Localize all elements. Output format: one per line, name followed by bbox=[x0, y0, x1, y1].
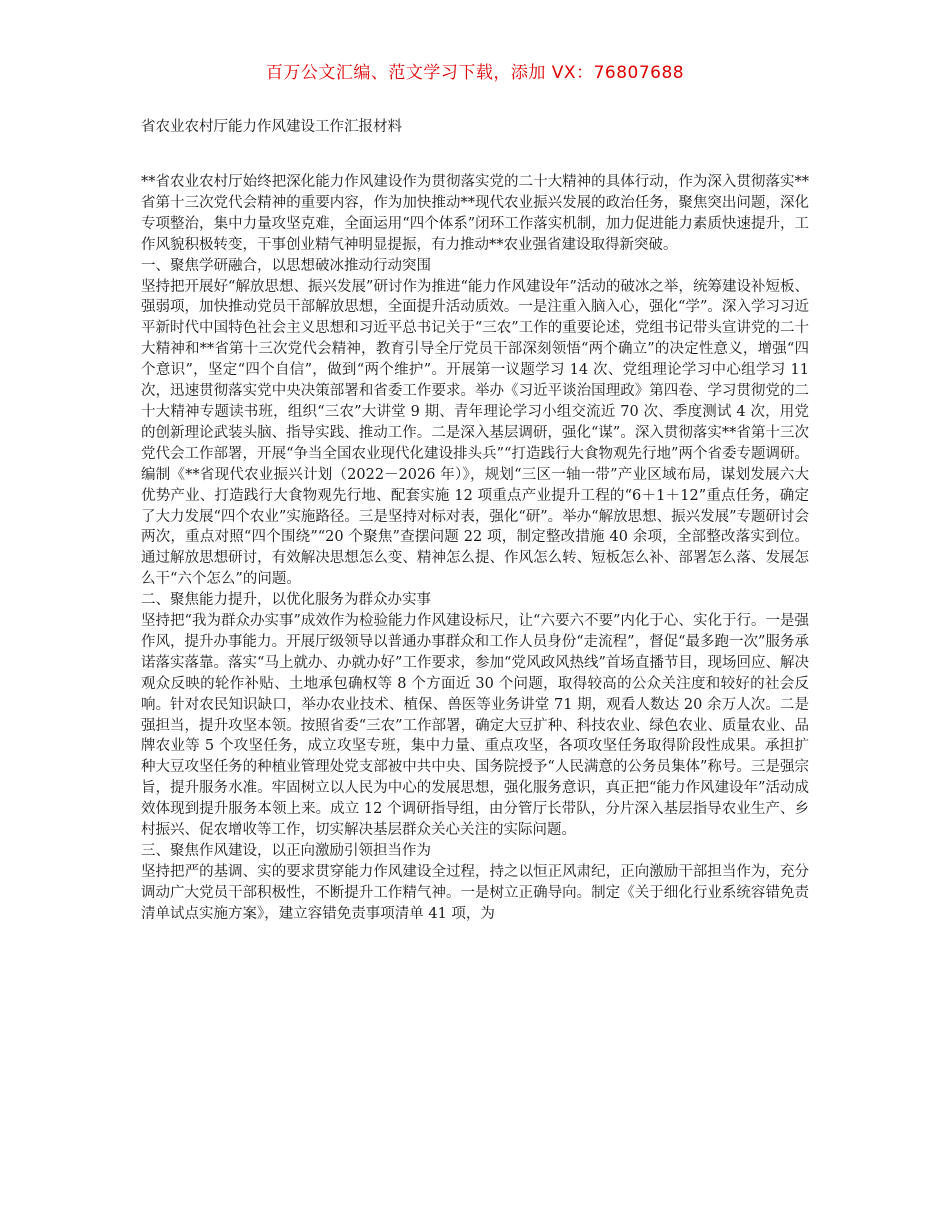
promo-banner: 百万公文汇编、范文学习下载，添加 VX：76807688 bbox=[265, 63, 685, 83]
section-heading-3: 三、聚焦作风建设，以正向激励引领担当作为 bbox=[141, 843, 431, 859]
section-paragraph-1: 坚持把开展好“解放思想、振兴发展”研讨作为推进“能力作风建设年”活动的破冰之举，统筹建设补短板、强弱项，加快推动党员干部解放思想，全面提升活动质效。一是注重入脑入心，强化“学”。深入学习习近平新时代中国特色社会主义思想和习近平总书记关于“三农”工作的重要论述，党组书记带头宣讲党的二十大精神和**省第十三次党代会精神，教育引导全厅党员干部深刻领悟“两个确立”的决定性意义，增强“四个意识”，坚定“四个自信”，做到“两个维护”。开展第一议题学习 14 次、党组理论学习中心组学习 11 次，迅速贯彻落实党中央决策部署和省委工作要求。举办《习近平谈治国理政》第四卷、学习贯彻党的二十大精神专题读书班，组织“三农”大讲堂 9 期、青年理论学习小组交流近 70 次、季度测试 4 次，用党的创新理论武装头脑、指导实践、推动工作。二是深入基层调研，强化“谋”。深入贯彻落实**省第十三次党代会工作部署，开展“争当全国农业现代化建设排头兵”“打造践行大食物观先行地”两个省委专题调研。编制《**省现代农业振兴计划（2022－2026 年）》，规划“三区一轴一带”产业区域布局，谋划发展六大优势产业、打造践行大食物观先行地、配套实施 12 项重点产业提升工程的“6＋1＋12”重点任务，确定了大力发展“四个农业”实施路径。三是坚持对标对表，强化“研”。举办“解放思想、振兴发展”专题研讨会两次，重点对照“四个围绕”“20 个聚焦”查摆问题 22 项，制定整改措施 40 余项，全部整改落实到位。通过解放思想研讨，有效解决思想怎么变、精神怎么提、作风怎么转、短板怎么补、部署怎么落、发展怎么干“六个怎么”的问题。 bbox=[141, 278, 809, 588]
document-body bbox=[141, 172, 809, 925]
section-paragraph-2: 坚持把“我为群众办实事”成效作为检验能力作风建设标尺，让“六要六不要”内化于心、实化于行。一是强作风，提升办事能力。开展厅级领导以普通办事群众和工作人员身份“走流程”，督促“最多跑一次”服务承诺落实落靠。落实“马上就办、办就办好”工作要求，参加“党风政风热线”首场直播节目，现场回应、解决观众反映的轮作补贴、土地承包确权等 8 个方面近 30 个问题，取得较高的公众关注度和较好的社会反响。针对农民知识缺口，举办农业技术、植保、兽医等业务讲堂 71 期，观看人数达 20 余万人次。二是强担当，提升攻坚本领。按照省委“三农”工作部署，确定大豆扩种、科技农业、绿色农业、质量农业、品牌农业等 5 个攻坚任务，成立攻坚专班，集中力量、重点攻坚，各项攻坚任务取得阶段性成果。承担扩种大豆攻坚任务的种植业管理处党支部被中共中央、国务院授予“人民满意的公务员集体”称号。三是强宗旨，提升服务水准。牢固树立以人民为中心的发展思想，强化服务意识，真正把“能力作风建设年”活动成效体现到提升服务本领上来。成立 12 个调研指导组，由分管厅长带队，分片深入基层指导农业生产、乡村振兴、促农增收等工作，切实解决基层群众关心关注的实际问题。 bbox=[141, 613, 809, 839]
section-heading-2: 二、聚焦能力提升，以优化服务为群众办实事 bbox=[141, 592, 431, 609]
section-heading-1: 一、聚焦学研融合，以思想破冰推动行动突围 bbox=[141, 257, 431, 274]
section-paragraph-3: 坚持把严的基调、实的要求贯穿能力作风建设全过程，持之以恒正风肃纪，正向激励干部担当作为，充分调动广大党员干部积极性，不断提升工作精气神。一是树立正确导向。制定《关于细化行业系统容错免责清单试点实施方案》，建立容错免责事项清单 41 项，为 bbox=[141, 863, 809, 922]
document-title: 省农业农村厅能力作风建设工作汇报材料 bbox=[141, 119, 402, 135]
intro-paragraph: **省农业农村厅始终把深化能力作风建设作为贯彻落实党的二十大精神的具体行动，作为深入贯彻落实**省第十三次党代会精神的重要内容，作为加快推动**现代农业振兴发展的政治任务，聚焦突出问题，深化专项整治，集中力量攻坚克难，全面运用“四个体系”闭环工作落实机制，加力促进能力素质快速提升，工作风貌积极转变，干事创业精气神明显提振，有力推动**农业强省建设取得新突破。 bbox=[141, 174, 809, 253]
